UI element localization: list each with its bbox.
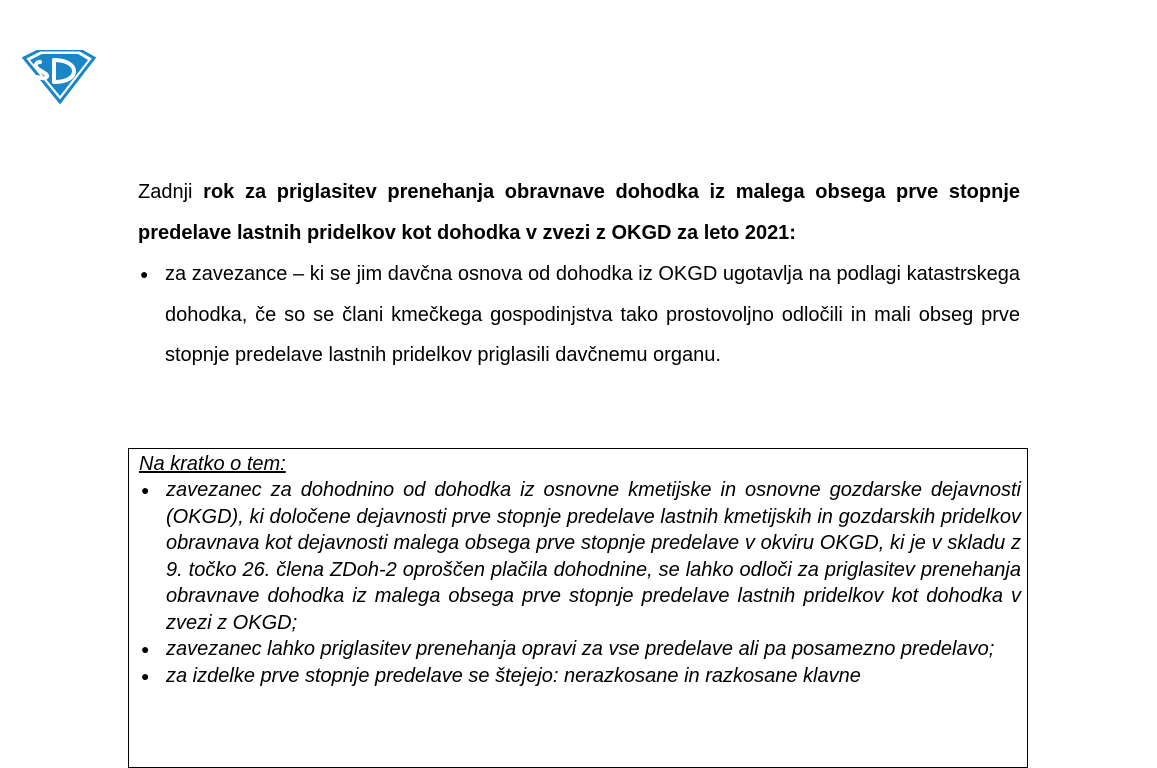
intro-bold: rok za priglasitev prenehanja obravnave dohodka iz malega obsega prve stopnje predelave lastnih pridelkov kot dohodka v zvezi z OKGD za leto 2021: — [138, 181, 1020, 244]
list-item — [138, 254, 1020, 376]
list-item-text: zavezanec lahko priglasitev prenehanja opravi za vse predelave ali pa posamezno predelavo; — [166, 638, 995, 660]
logo — [22, 50, 96, 104]
bullet-icon: ● — [141, 641, 150, 657]
summary-title: Na kratko o tem: — [139, 453, 286, 475]
bullet-icon: ● — [141, 667, 150, 684]
shield-logo-icon — [22, 50, 96, 104]
summary-box — [128, 448, 1028, 768]
list-item-text: za izdelke prve stopnje predelave se štejejo: nerazkosane in razkosane klavne — [166, 664, 861, 687]
list-item — [139, 663, 1021, 690]
list-item — [139, 636, 1021, 663]
bullet-icon: ● — [141, 482, 150, 498]
bullet-icon: ● — [140, 266, 149, 282]
intro-list — [138, 254, 1020, 376]
list-item — [139, 477, 1021, 636]
deadline-paragraph — [138, 172, 1020, 254]
summary-list — [139, 477, 1021, 689]
list-item-text: za zavezance – ki se jim davčna osnova od dohodka iz OKGD ugotavlja na podlagi katastrskega dohodka, če so se člani kmečkega gospodinjstva tako prostovoljno odločili in mali obseg prve stopnje predelave lastnih pridelkov priglasili davčnemu organu. — [165, 263, 1020, 366]
list-item-text: zavezanec za dohodnino od dohodka iz osnovne kmetijske in osnovne gozdarske dejavnosti (OKGD), ki določene dejavnosti prve stopnje predelave lastnih kmetijskih in gozdarskih pridelkov obravnava kot dejavnosti malega obsega prve stopnje predelave v okviru OKGD, ki je v skladu z 9. točko 26. člena ZDoh-2 oproščen plačila dohodnine, se lahko odloči za priglasitev prenehanja obravnave dohodka iz malega obsega prve stopnje predelave lastnih pridelkov kot dohodka v zvezi z OKGD; — [166, 479, 1021, 634]
intro-lead: Zadnji — [138, 181, 193, 203]
